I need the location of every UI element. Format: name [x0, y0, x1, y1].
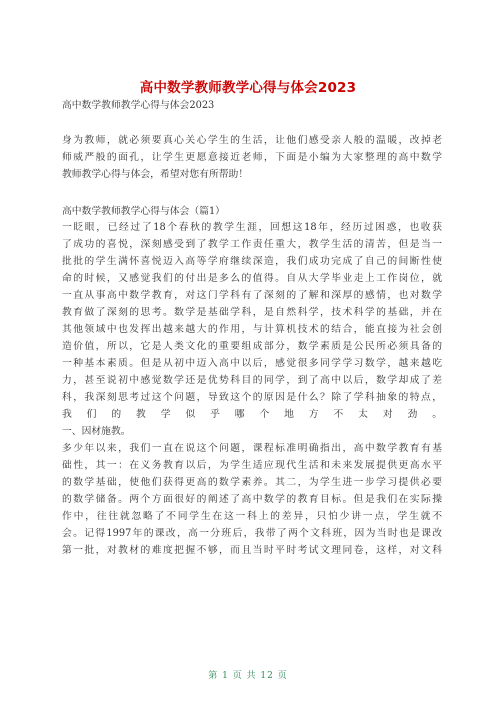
text-line: 多少年以来，我们一直在说这个问题，课程标准明确指出，高中数学教育有基: [62, 443, 442, 454]
text-line: 会。记得1997年的课改，高一分班后，我带了两个文科班，因为当时也是课改: [62, 528, 442, 539]
text-line: 科，我深刻思考过这个问题，导致这个的原因是什么？除了学科抽象的特点，: [62, 392, 442, 403]
text-line: 一种基本素质。但是从初中迈入高中以后，感觉很多同学学习数学，越来越吃: [62, 358, 442, 369]
text-line: 础性，其一：在义务教育以后，为学生适应现代生活和未来发展提供更高水平: [62, 460, 442, 471]
text-line: 教师教学心得与体会，希望对您有所帮助！: [62, 169, 249, 180]
text-line: 命的时候，又感觉我们的付出是多么的值得。自从大学毕业走上工作岗位，就: [62, 273, 442, 284]
text-line: 造价值，所以，它是人类文化的重要组成部分，数学素质是公民所必须具备的: [62, 341, 442, 352]
text-line: 的数学储备。两个方面很好的阐述了高中数学的教育目标。但是我们在实际操: [62, 494, 442, 505]
text-line: 教育做了深刻的思考。数学是基础学科，是自然科学，技术科学的基础，并在: [62, 307, 442, 318]
text-line: 作中，往往就忽略了不同学生在这一科上的差异，只怕少讲一点，学生就不: [62, 511, 442, 522]
text-line: 其他领域中也发挥出越来越大的作用，与计算机技术的结合，能直接为社会创: [62, 324, 442, 335]
text-line: 了成功的喜悦，深刻感受到了教学工作责任重大，教学生活的清苦，但是当一: [62, 239, 442, 250]
text-line: 高中数学教师教学心得与体会2023: [62, 100, 215, 111]
page-number-footer: 第 1 页 共 12 页: [208, 671, 288, 681]
text-line: 第一批，对教材的难度把握不够，而且当时平时考试文理同卷，这样，对文科: [62, 545, 442, 556]
document-title: 高中数学教师教学心得与体会2023: [139, 80, 357, 96]
text-line: 身为教师，就必须要真心关心学生的生活，让他们感受亲人般的温暖，改掉老: [62, 135, 442, 146]
text-line: 力，甚至说初中感觉数学还是优势科目的同学，到了高中以后，数学却成了差: [62, 375, 442, 386]
text-line: 一眨眼，已经过了18个春秋的教学生涯，回想这18年，经历过困惑，也收获: [62, 222, 442, 233]
text-line: 一、因材施教。: [62, 426, 131, 437]
text-line: 我们的教学似乎哪个地方不太对劲。: [62, 409, 442, 420]
section-heading: 高中数学教师教学心得与体会（篇1）: [62, 206, 225, 217]
text-line: 的数学基础，使他们获得更高的数学素养。其二，为学生进一步学习提供必要: [62, 477, 442, 488]
text-line: 师威严般的面孔，让学生更愿意接近老师，下面是小编为大家整理的高中数学: [62, 152, 442, 163]
text-line: 批批的学生满怀喜悦迈入高等学府继续深造，我们成功完成了自己的间断性使: [62, 256, 442, 267]
text-line: 一直从事高中数学教育，对这门学科有了深刻的了解和深厚的感情，也对数学: [62, 290, 442, 301]
